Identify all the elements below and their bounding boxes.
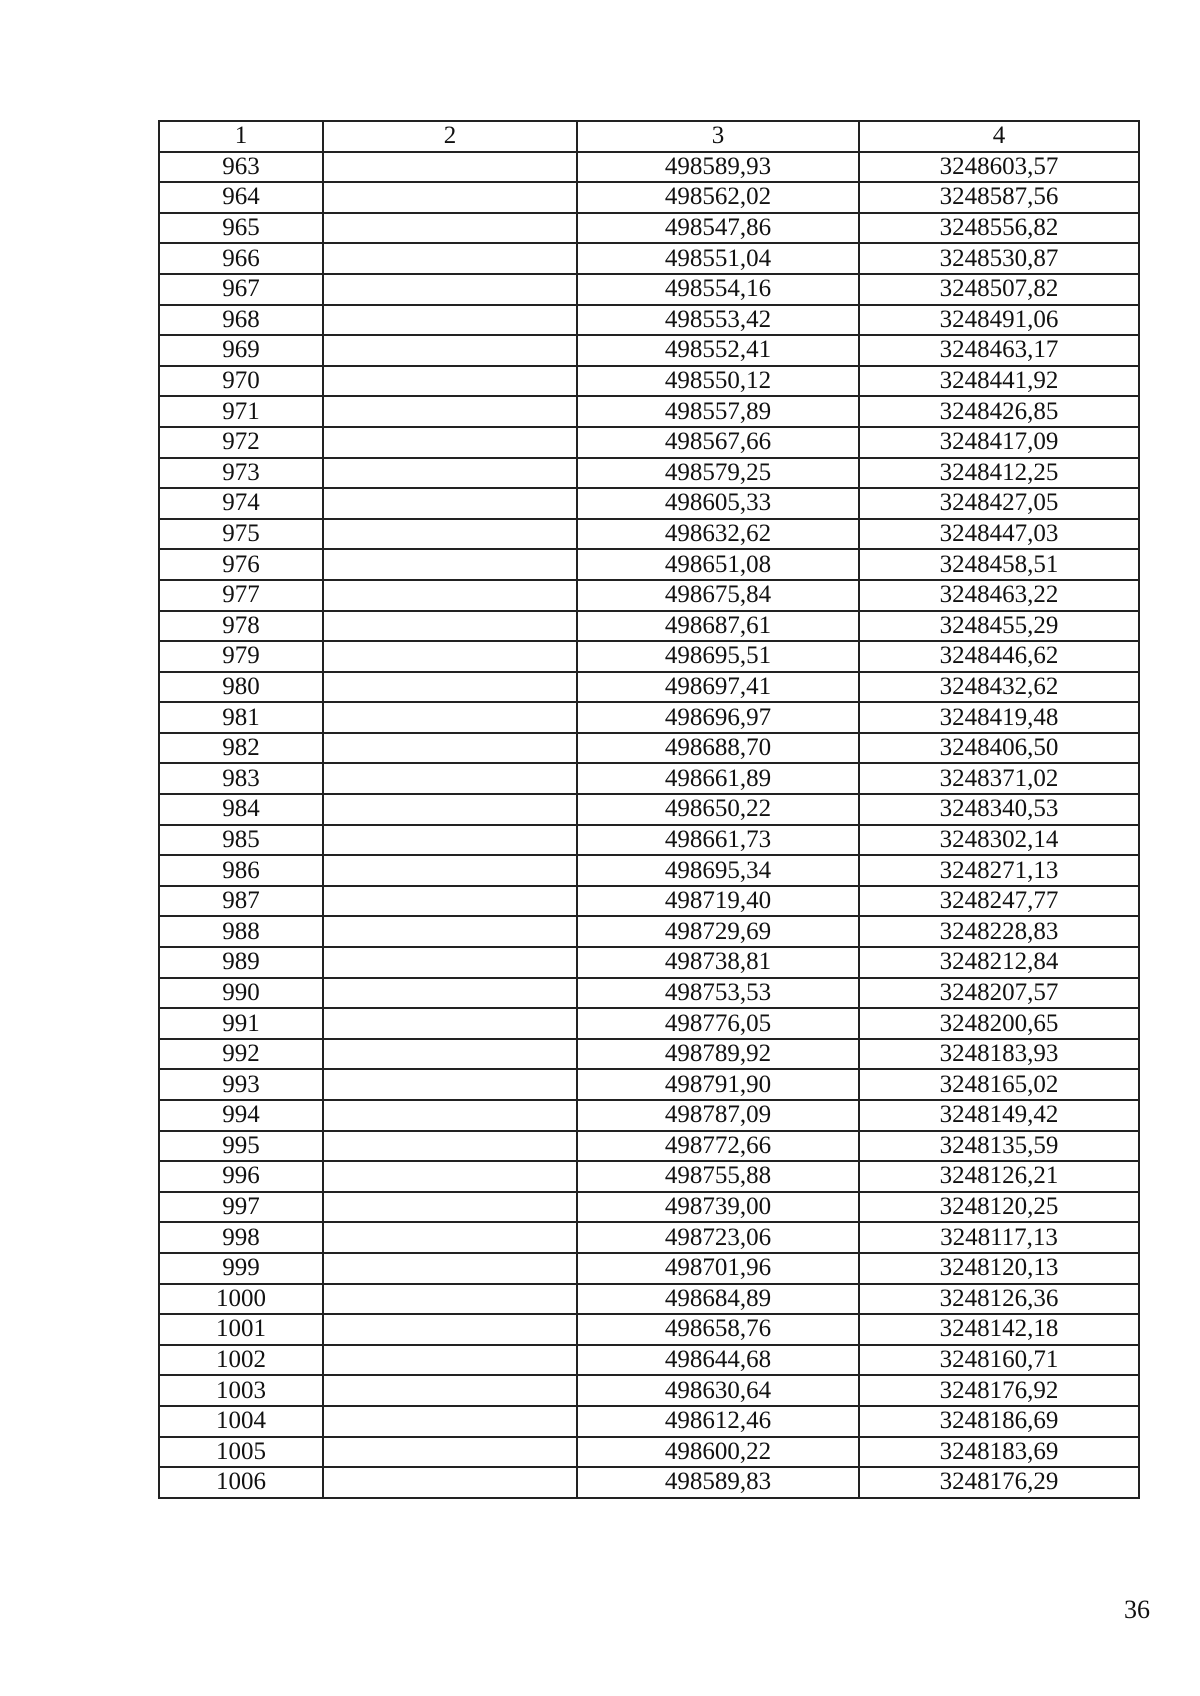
x-coordinate-cell: 498738,81 [577, 947, 859, 978]
y-coordinate-cell: 3248302,14 [859, 825, 1139, 856]
x-coordinate-cell: 498755,88 [577, 1161, 859, 1192]
y-coordinate-cell: 3248176,92 [859, 1375, 1139, 1406]
y-coordinate-cell: 3248135,59 [859, 1131, 1139, 1162]
table-row [159, 855, 1139, 886]
y-coordinate-cell: 3248419,48 [859, 702, 1139, 733]
table-row [159, 1406, 1139, 1437]
y-coordinate-cell: 3248426,85 [859, 396, 1139, 427]
empty-cell [323, 1345, 577, 1376]
y-coordinate-cell: 3248117,13 [859, 1222, 1139, 1253]
y-coordinate-cell: 3248183,69 [859, 1437, 1139, 1468]
column-header-3: 3 [577, 121, 859, 152]
point-number-cell: 999 [159, 1253, 323, 1284]
x-coordinate-cell: 498695,51 [577, 641, 859, 672]
table-row [159, 947, 1139, 978]
table-row [159, 763, 1139, 794]
table-row [159, 549, 1139, 580]
empty-cell [323, 1069, 577, 1100]
x-coordinate-cell: 498562,02 [577, 182, 859, 213]
point-number-cell: 963 [159, 152, 323, 183]
table-row [159, 396, 1139, 427]
y-coordinate-cell: 3248340,53 [859, 794, 1139, 825]
table-row [159, 733, 1139, 764]
table-row [159, 519, 1139, 550]
point-number-cell: 997 [159, 1192, 323, 1223]
point-number-cell: 980 [159, 672, 323, 703]
page-number: 36 [1124, 1595, 1150, 1624]
point-number-cell: 986 [159, 855, 323, 886]
empty-cell [323, 396, 577, 427]
point-number-cell: 991 [159, 1008, 323, 1039]
empty-cell [323, 1192, 577, 1223]
header-row [159, 121, 1139, 152]
y-coordinate-cell: 3248176,29 [859, 1467, 1139, 1498]
table-row [159, 702, 1139, 733]
y-coordinate-cell: 3248142,18 [859, 1314, 1139, 1345]
empty-cell [323, 1039, 577, 1070]
point-number-cell: 1002 [159, 1345, 323, 1376]
y-coordinate-cell: 3248207,57 [859, 978, 1139, 1009]
x-coordinate-cell: 498687,61 [577, 611, 859, 642]
empty-cell [323, 978, 577, 1009]
point-number-cell: 1004 [159, 1406, 323, 1437]
point-number-cell: 968 [159, 305, 323, 336]
x-coordinate-cell: 498550,12 [577, 366, 859, 397]
y-coordinate-cell: 3248530,87 [859, 243, 1139, 274]
table-row [159, 152, 1139, 183]
y-coordinate-cell: 3248432,62 [859, 672, 1139, 703]
empty-cell [323, 427, 577, 458]
point-number-cell: 1003 [159, 1375, 323, 1406]
x-coordinate-cell: 498739,00 [577, 1192, 859, 1223]
point-number-cell: 978 [159, 611, 323, 642]
table-row [159, 366, 1139, 397]
point-number-cell: 987 [159, 886, 323, 917]
point-number-cell: 965 [159, 213, 323, 244]
empty-cell [323, 243, 577, 274]
point-number-cell: 995 [159, 1131, 323, 1162]
y-coordinate-cell: 3248412,25 [859, 458, 1139, 489]
table-row [159, 916, 1139, 947]
table-row [159, 1131, 1139, 1162]
empty-cell [323, 1100, 577, 1131]
point-number-cell: 979 [159, 641, 323, 672]
x-coordinate-cell: 498776,05 [577, 1008, 859, 1039]
x-coordinate-cell: 498719,40 [577, 886, 859, 917]
y-coordinate-cell: 3248507,82 [859, 274, 1139, 305]
x-coordinate-cell: 498695,34 [577, 855, 859, 886]
point-number-cell: 970 [159, 366, 323, 397]
empty-cell [323, 1222, 577, 1253]
column-header-2: 2 [323, 121, 577, 152]
empty-cell [323, 1253, 577, 1284]
empty-cell [323, 274, 577, 305]
point-number-cell: 1000 [159, 1284, 323, 1315]
x-coordinate-cell: 498658,76 [577, 1314, 859, 1345]
point-number-cell: 982 [159, 733, 323, 764]
y-coordinate-cell: 3248160,71 [859, 1345, 1139, 1376]
table-header [159, 121, 1139, 152]
table-row [159, 794, 1139, 825]
empty-cell [323, 763, 577, 794]
table-row [159, 274, 1139, 305]
empty-cell [323, 1131, 577, 1162]
y-coordinate-cell: 3248126,21 [859, 1161, 1139, 1192]
empty-cell [323, 1008, 577, 1039]
empty-cell [323, 458, 577, 489]
point-number-cell: 976 [159, 549, 323, 580]
x-coordinate-cell: 498547,86 [577, 213, 859, 244]
x-coordinate-cell: 498787,09 [577, 1100, 859, 1131]
empty-cell [323, 1467, 577, 1498]
x-coordinate-cell: 498729,69 [577, 916, 859, 947]
x-coordinate-cell: 498630,64 [577, 1375, 859, 1406]
point-number-cell: 990 [159, 978, 323, 1009]
empty-cell [323, 305, 577, 336]
x-coordinate-cell: 498552,41 [577, 335, 859, 366]
y-coordinate-cell: 3248165,02 [859, 1069, 1139, 1100]
empty-cell [323, 213, 577, 244]
table-row [159, 825, 1139, 856]
y-coordinate-cell: 3248406,50 [859, 733, 1139, 764]
point-number-cell: 964 [159, 182, 323, 213]
y-coordinate-cell: 3248417,09 [859, 427, 1139, 458]
table-row [159, 1069, 1139, 1100]
y-coordinate-cell: 3248446,62 [859, 641, 1139, 672]
table-row [159, 182, 1139, 213]
x-coordinate-cell: 498557,89 [577, 396, 859, 427]
table-row [159, 1161, 1139, 1192]
empty-cell [323, 611, 577, 642]
point-number-cell: 974 [159, 488, 323, 519]
point-number-cell: 996 [159, 1161, 323, 1192]
x-coordinate-cell: 498644,68 [577, 1345, 859, 1376]
x-coordinate-cell: 498723,06 [577, 1222, 859, 1253]
point-number-cell: 992 [159, 1039, 323, 1070]
x-coordinate-cell: 498661,73 [577, 825, 859, 856]
table-row [159, 1284, 1139, 1315]
x-coordinate-cell: 498650,22 [577, 794, 859, 825]
table-row [159, 213, 1139, 244]
empty-cell [323, 886, 577, 917]
table-row [159, 1192, 1139, 1223]
point-number-cell: 989 [159, 947, 323, 978]
empty-cell [323, 1314, 577, 1345]
empty-cell [323, 549, 577, 580]
point-number-cell: 988 [159, 916, 323, 947]
point-number-cell: 981 [159, 702, 323, 733]
table-row [159, 1467, 1139, 1498]
y-coordinate-cell: 3248463,17 [859, 335, 1139, 366]
point-number-cell: 971 [159, 396, 323, 427]
x-coordinate-cell: 498661,89 [577, 763, 859, 794]
x-coordinate-cell: 498697,41 [577, 672, 859, 703]
table-row [159, 1100, 1139, 1131]
empty-cell [323, 794, 577, 825]
y-coordinate-cell: 3248212,84 [859, 947, 1139, 978]
y-coordinate-cell: 3248491,06 [859, 305, 1139, 336]
empty-cell [323, 182, 577, 213]
y-coordinate-cell: 3248200,65 [859, 1008, 1139, 1039]
table-row [159, 672, 1139, 703]
y-coordinate-cell: 3248587,56 [859, 182, 1139, 213]
x-coordinate-cell: 498589,93 [577, 152, 859, 183]
y-coordinate-cell: 3248458,51 [859, 549, 1139, 580]
x-coordinate-cell: 498772,66 [577, 1131, 859, 1162]
point-number-cell: 975 [159, 519, 323, 550]
empty-cell [323, 1161, 577, 1192]
table-row [159, 488, 1139, 519]
point-number-cell: 985 [159, 825, 323, 856]
y-coordinate-cell: 3248186,69 [859, 1406, 1139, 1437]
empty-cell [323, 335, 577, 366]
x-coordinate-cell: 498791,90 [577, 1069, 859, 1100]
column-header-4: 4 [859, 121, 1139, 152]
x-coordinate-cell: 498696,97 [577, 702, 859, 733]
empty-cell [323, 825, 577, 856]
table-row [159, 978, 1139, 1009]
column-header-1: 1 [159, 121, 323, 152]
empty-cell [323, 1375, 577, 1406]
y-coordinate-cell: 3248126,36 [859, 1284, 1139, 1315]
table-row [159, 427, 1139, 458]
y-coordinate-cell: 3248149,42 [859, 1100, 1139, 1131]
table-row [159, 1345, 1139, 1376]
x-coordinate-cell: 498600,22 [577, 1437, 859, 1468]
empty-cell [323, 916, 577, 947]
x-coordinate-cell: 498551,04 [577, 243, 859, 274]
x-coordinate-cell: 498605,33 [577, 488, 859, 519]
point-number-cell: 972 [159, 427, 323, 458]
point-number-cell: 998 [159, 1222, 323, 1253]
x-coordinate-cell: 498789,92 [577, 1039, 859, 1070]
y-coordinate-cell: 3248603,57 [859, 152, 1139, 183]
x-coordinate-cell: 498651,08 [577, 549, 859, 580]
point-number-cell: 966 [159, 243, 323, 274]
empty-cell [323, 1437, 577, 1468]
x-coordinate-cell: 498688,70 [577, 733, 859, 764]
table-row [159, 611, 1139, 642]
empty-cell [323, 855, 577, 886]
table-row [159, 886, 1139, 917]
table-row [159, 1039, 1139, 1070]
table-row [159, 580, 1139, 611]
x-coordinate-cell: 498675,84 [577, 580, 859, 611]
table-row [159, 305, 1139, 336]
point-number-cell: 984 [159, 794, 323, 825]
y-coordinate-cell: 3248441,92 [859, 366, 1139, 397]
table-body [159, 152, 1139, 1498]
y-coordinate-cell: 3248183,93 [859, 1039, 1139, 1070]
empty-cell [323, 152, 577, 183]
x-coordinate-cell: 498612,46 [577, 1406, 859, 1437]
y-coordinate-cell: 3248463,22 [859, 580, 1139, 611]
empty-cell [323, 1406, 577, 1437]
point-number-cell: 977 [159, 580, 323, 611]
x-coordinate-cell: 498567,66 [577, 427, 859, 458]
point-number-cell: 1005 [159, 1437, 323, 1468]
x-coordinate-cell: 498553,42 [577, 305, 859, 336]
point-number-cell: 983 [159, 763, 323, 794]
empty-cell [323, 733, 577, 764]
table-row [159, 1008, 1139, 1039]
y-coordinate-cell: 3248228,83 [859, 916, 1139, 947]
point-number-cell: 1001 [159, 1314, 323, 1345]
empty-cell [323, 672, 577, 703]
point-number-cell: 967 [159, 274, 323, 305]
point-number-cell: 993 [159, 1069, 323, 1100]
table-row [159, 243, 1139, 274]
y-coordinate-cell: 3248120,25 [859, 1192, 1139, 1223]
empty-cell [323, 1284, 577, 1315]
y-coordinate-cell: 3248556,82 [859, 213, 1139, 244]
table-row [159, 1253, 1139, 1284]
point-number-cell: 969 [159, 335, 323, 366]
y-coordinate-cell: 3248271,13 [859, 855, 1139, 886]
y-coordinate-cell: 3248120,13 [859, 1253, 1139, 1284]
empty-cell [323, 366, 577, 397]
table-row [159, 1375, 1139, 1406]
empty-cell [323, 947, 577, 978]
table-row [159, 641, 1139, 672]
y-coordinate-cell: 3248455,29 [859, 611, 1139, 642]
empty-cell [323, 580, 577, 611]
x-coordinate-cell: 498579,25 [577, 458, 859, 489]
x-coordinate-cell: 498554,16 [577, 274, 859, 305]
x-coordinate-cell: 498753,53 [577, 978, 859, 1009]
coordinates-table [158, 120, 1140, 1499]
x-coordinate-cell: 498589,83 [577, 1467, 859, 1498]
table-row [159, 1437, 1139, 1468]
point-number-cell: 973 [159, 458, 323, 489]
empty-cell [323, 519, 577, 550]
empty-cell [323, 488, 577, 519]
y-coordinate-cell: 3248447,03 [859, 519, 1139, 550]
x-coordinate-cell: 498632,62 [577, 519, 859, 550]
x-coordinate-cell: 498701,96 [577, 1253, 859, 1284]
table-row [159, 458, 1139, 489]
y-coordinate-cell: 3248371,02 [859, 763, 1139, 794]
y-coordinate-cell: 3248427,05 [859, 488, 1139, 519]
x-coordinate-cell: 498684,89 [577, 1284, 859, 1315]
empty-cell [323, 702, 577, 733]
table-row [159, 335, 1139, 366]
table-row [159, 1222, 1139, 1253]
empty-cell [323, 641, 577, 672]
point-number-cell: 994 [159, 1100, 323, 1131]
point-number-cell: 1006 [159, 1467, 323, 1498]
table-row [159, 1314, 1139, 1345]
y-coordinate-cell: 3248247,77 [859, 886, 1139, 917]
